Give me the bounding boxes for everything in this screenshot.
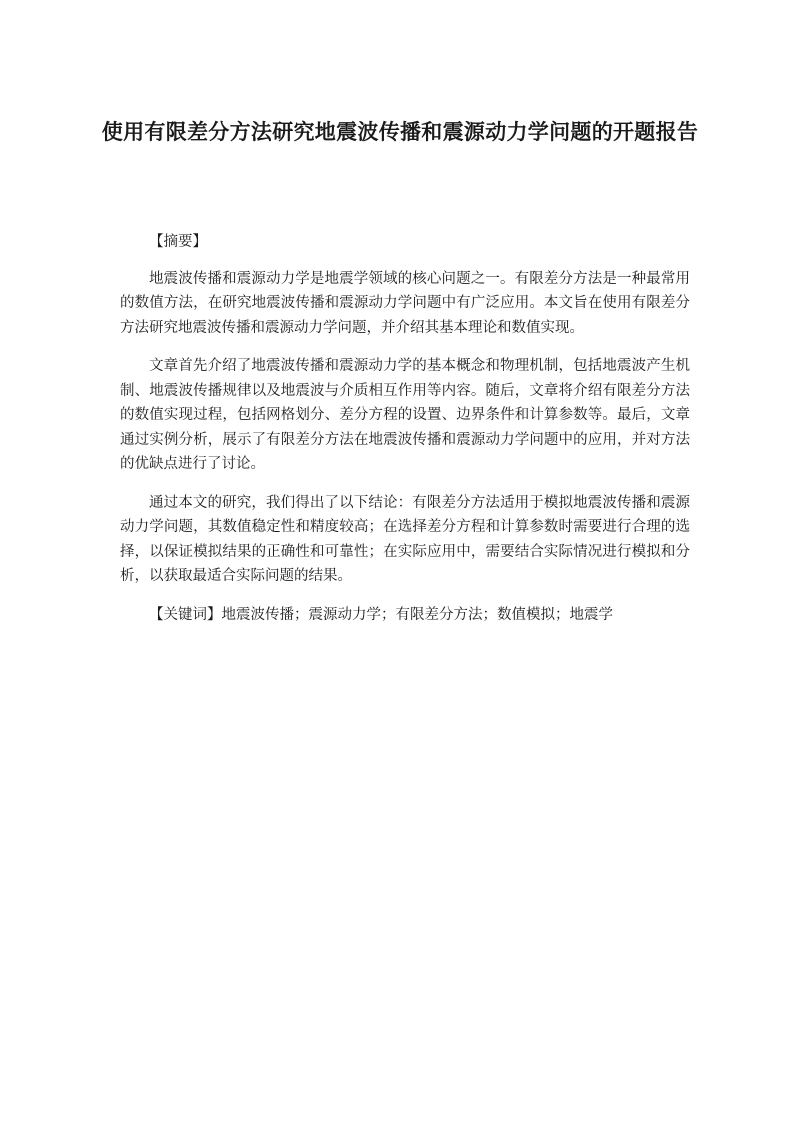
document-body (120, 230, 690, 641)
abstract-paragraph-3: 通过本文的研究，我们得出了以下结论：有限差分方法适用于模拟地震波传播和震源动力学问题，其数值稳定性和精度较高；在选择差分方程和计算参数时需要进行合理的选择，以保证模拟结果的正确性和可靠性；在实际应用中，需要结合实际情况进行模拟和分析，以获取最适合实际问题的结果。 (120, 494, 690, 584)
abstract-heading: 【摘要】 (149, 234, 207, 250)
document-title: 使用有限差分方法研究地震波传播和震源动力学问题的开题报告 (101, 120, 699, 144)
keywords-line: 【关键词】地震波传播；震源动力学；有限差分方法；数值模拟；地震学 (149, 606, 613, 623)
abstract-paragraph-1: 地震波传播和震源动力学是地震学领域的核心问题之一。有限差分方法是一种最常用的数值方法，在研究地震波传播和震源动力学问题中有广泛应用。本文旨在使用有限差分方法研究地震波传播和震源动力学问题，并介绍其基本理论和数值实现。 (120, 270, 690, 336)
abstract-paragraph-2: 文章首先介绍了地震波传播和震源动力学的基本概念和物理机制，包括地震波产生机制、地震波传播规律以及地震波与介质相互作用等内容。随后，文章将介绍有限差分方法的数值实现过程，包括网格划分、差分方程的设置、边界条件和计算参数等。最后，文章通过实例分析，展示了有限差分方法在地震波传播和震源动力学问题中的应用，并对方法的优缺点进行了讨论。 (120, 358, 690, 472)
